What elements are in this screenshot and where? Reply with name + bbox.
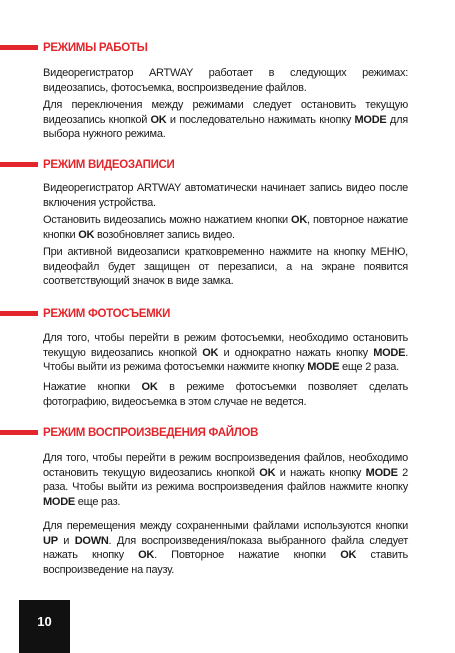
paragraph: Видеорегистратор ARTWAY работает в следующих режимах: видеозапись, фотосъемка, воспроизведение файлов. (43, 67, 408, 94)
accent-bar (0, 162, 38, 167)
page-number-box (19, 600, 70, 653)
paragraph: Остановить видеозапись можно нажатием кнопки OK, повторное нажатие кнопки OK возобновляет запись видео. (43, 214, 408, 241)
section-title: РЕЖИМ ВИДЕОЗАПИСИ (43, 159, 175, 171)
accent-bar (0, 430, 38, 435)
paragraph: Нажатие кнопки OK в режиме фотосъемки позволяет сделать фотографию, видеосъемка в этом случае не ведется. (43, 381, 408, 408)
paragraph: Для того, чтобы перейти в режим фотосъемки, необходимо остановить текущую видеозапись кнопкой OK и однократно нажать кнопку MODE. Чтобы выйти из режима фотосъемки нажмите кнопку MODE еще 2 раза. (43, 332, 408, 374)
section-header-playback (0, 425, 455, 441)
paragraph: Для переключения между режимами следует остановить текущую видеозапись кнопкой OK и последовательно нажимать кнопку MODE для выбора нужного режима. (43, 99, 408, 141)
paragraph: Видеорегистратор ARTWAY автоматически начинает запись видео после включения устройства. (43, 182, 408, 209)
section-header-modes (0, 40, 455, 56)
paragraph: Для того, чтобы перейти в режим воспроизведения файлов, необходимо остановить текущую видеозапись кнопкой OK и нажать кнопку MODE 2 раза. Чтобы выйти из режима воспроизведения файлов нажмите кнопку MODE еще раз. (43, 452, 408, 508)
accent-bar (0, 311, 38, 316)
accent-bar (0, 45, 38, 50)
section-header-photo (0, 306, 455, 322)
section-header-video (0, 157, 455, 173)
paragraph: Для перемещения между сохраненными файлами используются кнопки UP и DOWN. Для воспроизведения/показа выбранного файла следует нажать кнопку OK. Повторное нажатие кнопки OK ставить воспроизведение на паузу. (43, 520, 408, 576)
section-title: РЕЖИМЫ РАБОТЫ (43, 42, 148, 54)
section-title: РЕЖИМ ВОСПРОИЗВЕДЕНИЯ ФАЙЛОВ (43, 427, 259, 439)
section-title: РЕЖИМ ФОТОСЪЕМКИ (43, 308, 171, 320)
page-number: 10 (37, 614, 52, 629)
paragraph: При активной видеозаписи кратковременно нажмите на кнопку МЕНЮ, видеофайл будет защищен от перезаписи, а на экране появится соответствующий значок в виде замка. (43, 246, 408, 288)
